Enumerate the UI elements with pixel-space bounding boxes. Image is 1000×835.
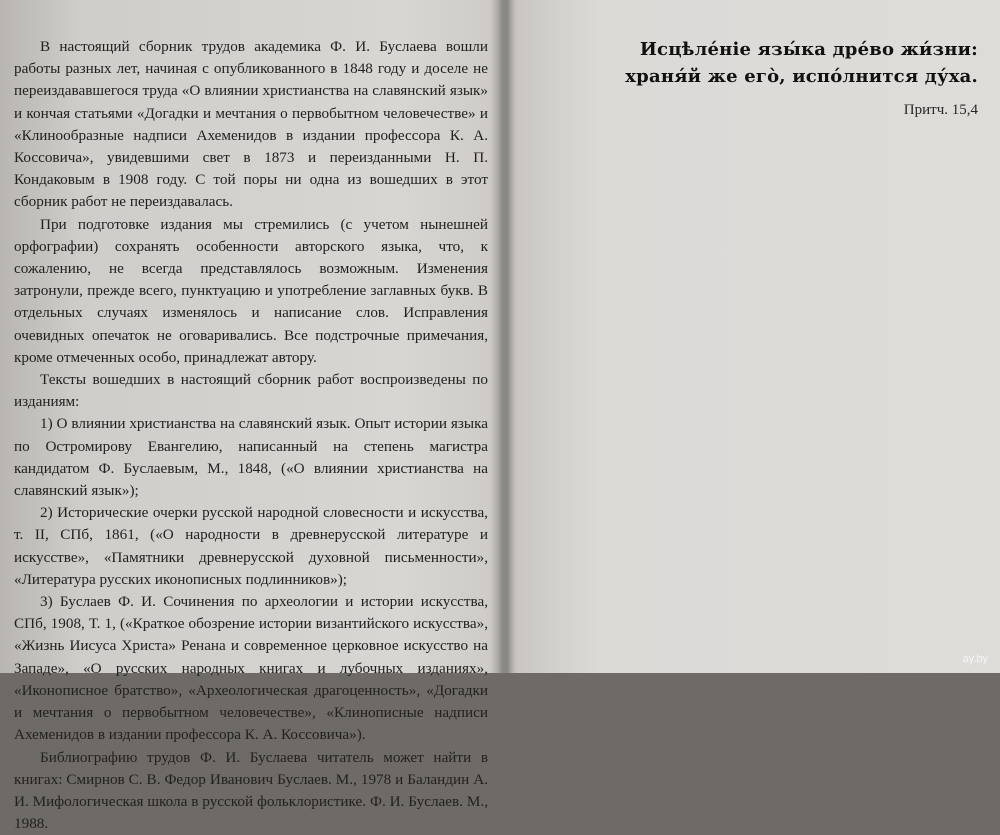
left-page	[0, 0, 506, 673]
bibliography-paragraph: Библиографию трудов Ф. И. Буслаева читатель может найти в книгах: Смирнов С. В. Федор Иванович Буслаев. М., 1978 и Баландин А. И. Мифологическая школа в русской фольклористике. Ф. И. Буслаев. М., 1988.	[14, 747, 488, 835]
epigraph	[542, 36, 978, 90]
right-page	[512, 0, 1000, 673]
source-list-item: 1) О влиянии христианства на славянский язык. Опыт истории языка по Остромирову Евангелию, написанный на степень магистра кандидатом Ф. Буслаевым, М., 1848, («О влиянии христианства на славянский язык»);	[14, 413, 488, 502]
editorial-note-paragraph: При подготовке издания мы стремились (с учетом нынешней орфографии) сохранять особенности авторского языка, что, к сожалению, не всегда представлялось возможным. Изменения затронули, прежде всего, пунктуацию и употребление заглавных букв. В отдельных случаях изменялось и написание слов. Исправления очевидных опечаток не оговаривались. Все подстрочные примечания, кроме отмеченных особо, принадлежат автору.	[14, 214, 488, 369]
watermark: ay.by	[963, 653, 988, 665]
epigraph-attribution: Притч. 15,4	[542, 102, 978, 119]
source-list-item: 3) Буслаев Ф. И. Сочинения по археологии и истории искусства, СПб, 1908, Т. 1, («Краткое обозрение истории византийского искусства», «Жизнь Иисуса Христа» Ренана и современное церковное искусство на Западе», «О русских народных книгах и лубочных изданиях», «Иконописное братство», «Археологическая драгоценность», «Догадки и мечтания о первобытном человечестве», «Клинописные надписи Ахеменидов в издании профессора К. А. Коссовича»).	[14, 591, 488, 746]
epigraph-line: Исцѣле́ніе язы́ка дре́во жи́зни:	[542, 36, 978, 63]
intro-paragraph: В настоящий сборник трудов академика Ф. И. Буслаева вошли работы разных лет, начиная с опубликованного в 1848 году и доселе не переиздававшегося труда «О влиянии христианства на славянский язык» и кончая статьями «Догадки и мечтания о первобытном человечестве» и «Клинообразные надписи Ахеменидов в издании профессора К. А. Коссовича», увидевшими свет в 1873 и переизданными Н. П. Кондаковым в 1908 году. С той поры ни одна из вошедших в этот сборник работ не переиздавалась.	[14, 36, 488, 214]
sources-intro-paragraph: Тексты вошедших в настоящий сборник работ воспроизведены по изданиям:	[14, 369, 488, 413]
source-list-item: 2) Исторические очерки русской народной словесности и искусства, т. II, СПб, 1861, («О народности в древнерусской литературе и искусстве», «Памятники древнерусской духовной письменности», «Литература русских иконописных подлинников»);	[14, 502, 488, 591]
epigraph-line: храня́й же его̀, испо́лнится ду́ха.	[542, 63, 978, 90]
